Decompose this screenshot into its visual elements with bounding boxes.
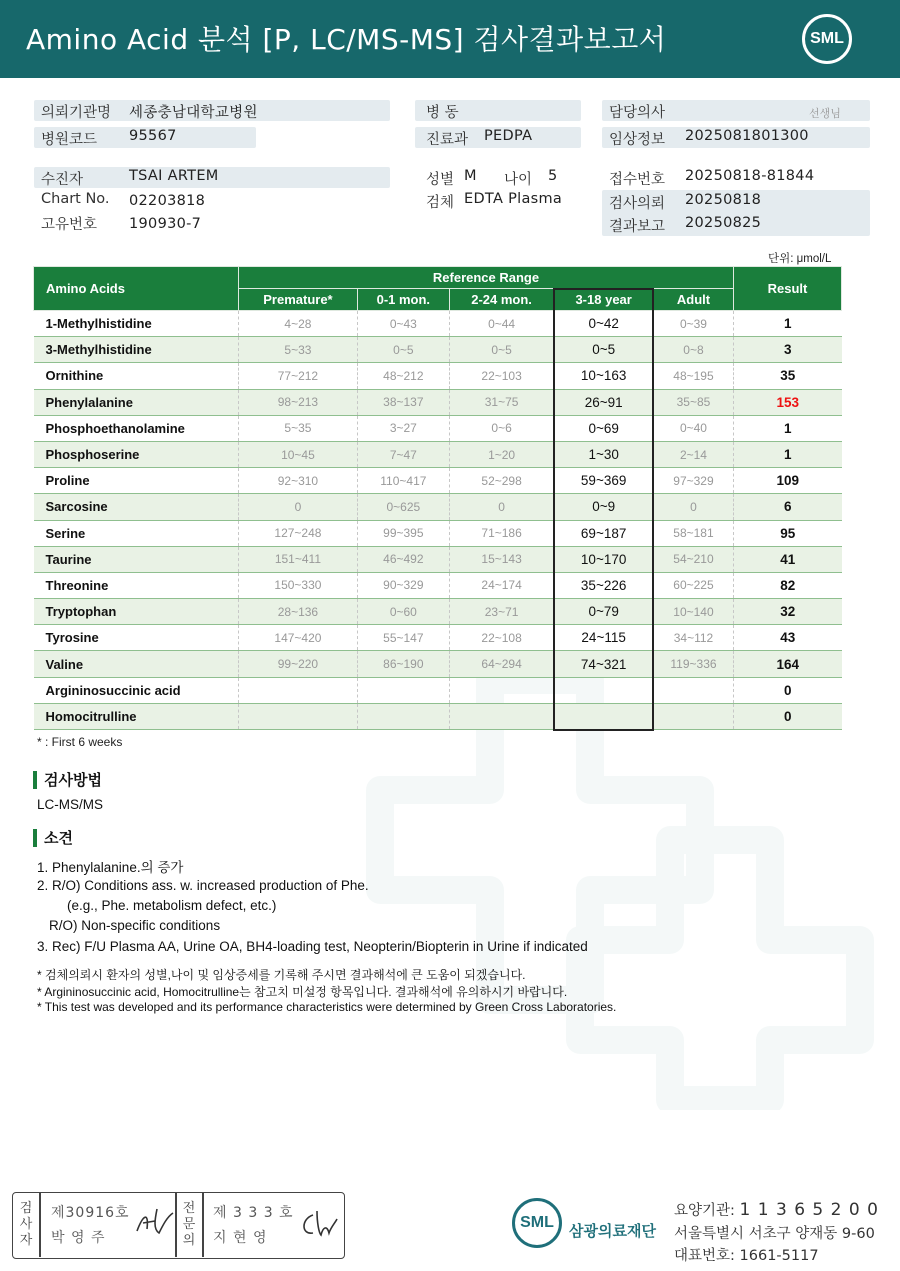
reference-range-cell: 22~108: [449, 625, 554, 651]
department-value: PEDPA: [484, 128, 533, 144]
amino-acid-name: Phosphoethanolamine: [34, 415, 239, 441]
reference-range-cell: 35~85: [653, 389, 734, 415]
amino-acid-name: Phosphoserine: [34, 441, 239, 467]
reference-range-cell: 1~20: [449, 441, 554, 467]
table-row: [34, 494, 842, 520]
table-row: [34, 311, 842, 337]
note-line: * 검체의뢰시 환자의 성별,나이 및 임상증세를 기록해 주시면 결과해석에 큰 도움이 되겠습니다.: [37, 968, 526, 982]
table-row: [34, 363, 842, 389]
reference-range-cell: [653, 677, 734, 703]
table-row: [34, 337, 842, 363]
col-ref-age-group: 2-24 mon.: [449, 289, 554, 311]
chart-label: Chart No.: [41, 191, 110, 207]
tester-signature-icon: [133, 1205, 178, 1241]
reference-range-cell: 48~212: [357, 363, 449, 389]
finding-line: 2. R/O) Conditions ass. w. increased production of Phe.: [37, 878, 369, 893]
reference-range-cell: [239, 703, 358, 729]
reference-range-cell: 92~310: [239, 468, 358, 494]
reference-range-cell: 127~248: [239, 520, 358, 546]
doctor-suffix: 선생님: [809, 107, 841, 120]
col-ref-age-group: 0-1 mon.: [357, 289, 449, 311]
reference-range-cell: 69~187: [554, 520, 653, 546]
reference-range-cell: 86~190: [357, 651, 449, 677]
reference-range-cell: 46~492: [357, 546, 449, 572]
tester-number: 제30916호: [51, 1205, 130, 1221]
table-row: [34, 677, 842, 703]
amino-acid-name: Phenylalanine: [34, 389, 239, 415]
reference-range-cell: 0~9: [554, 494, 653, 520]
patient-value: TSAI ARTEM: [129, 168, 219, 184]
age-label: 나이: [504, 172, 533, 188]
reference-range-cell: [449, 703, 554, 729]
table-row: [34, 468, 842, 494]
reference-range-cell: [449, 677, 554, 703]
reference-range-cell: 7~47: [357, 441, 449, 467]
result-value: 1: [734, 311, 842, 337]
reference-range-cell: 99~220: [239, 651, 358, 677]
reference-range-cell: 0~8: [653, 337, 734, 363]
reference-range-cell: 58~181: [653, 520, 734, 546]
reference-range-cell: 2~14: [653, 441, 734, 467]
findings-title: 소견: [33, 829, 73, 847]
table-row: [34, 546, 842, 572]
reference-range-cell: [653, 703, 734, 729]
reference-range-cell: 0~5: [449, 337, 554, 363]
table-row: [34, 572, 842, 598]
reference-range-cell: 74~321: [554, 651, 653, 677]
reference-range-cell: 147~420: [239, 625, 358, 651]
amino-acid-name: Taurine: [34, 546, 239, 572]
col-ref-age-group: 3-18 year: [554, 289, 653, 311]
reference-range-cell: 99~395: [357, 520, 449, 546]
request-label: 검사의뢰: [609, 196, 666, 212]
reference-range-cell: [357, 703, 449, 729]
hospital-code-label: 병원코드: [41, 132, 98, 148]
reference-range-cell: 77~212: [239, 363, 358, 389]
age-value: 5: [548, 168, 558, 184]
amino-acid-table: [33, 266, 842, 731]
method-text: LC-MS/MS: [37, 797, 104, 812]
specialist-name: 지 현 영: [213, 1230, 268, 1246]
department-label: 진료과: [426, 132, 469, 148]
reference-range-cell: 0~69: [554, 415, 653, 441]
unique-label: 고유번호: [41, 217, 98, 233]
reference-range-cell: 151~411: [239, 546, 358, 572]
specialist-number: 제 3 3 3 호: [213, 1205, 294, 1221]
amino-acid-name: Serine: [34, 520, 239, 546]
reference-range-cell: 10~45: [239, 441, 358, 467]
patient-label: 수진자: [41, 172, 84, 188]
result-value: 109: [734, 468, 842, 494]
hospital-code-value: 95567: [129, 128, 177, 144]
request-value: 20250818: [685, 192, 762, 208]
reference-range-cell: 10~170: [554, 546, 653, 572]
result-value: 1: [734, 441, 842, 467]
result-value: 32: [734, 599, 842, 625]
result-value: 35: [734, 363, 842, 389]
result-value: 0: [734, 677, 842, 703]
reference-range-cell: 24~115: [554, 625, 653, 651]
reference-range-cell: 10~140: [653, 599, 734, 625]
reference-range-cell: 98~213: [239, 389, 358, 415]
amino-acid-name: Proline: [34, 468, 239, 494]
specialist-signature-icon: [297, 1209, 339, 1243]
chart-value: 02203818: [129, 193, 206, 209]
amino-acid-name: 3-Methylhistidine: [34, 337, 239, 363]
footer-address: 서울특별시 서초구 양재동 9-60: [674, 1226, 875, 1242]
reference-range-cell: 97~329: [653, 468, 734, 494]
report-title: Amino Acid 분석 [P, LC/MS-MS] 검사결과보고서: [26, 23, 667, 56]
reference-range-cell: 55~147: [357, 625, 449, 651]
table-row: [34, 389, 842, 415]
finding-line: (e.g., Phe. metabolism defect, etc.): [67, 898, 277, 913]
table-row: [34, 625, 842, 651]
reference-range-cell: 150~330: [239, 572, 358, 598]
reference-range-cell: 119~336: [653, 651, 734, 677]
reference-range-cell: 0: [653, 494, 734, 520]
sml-logo: [802, 14, 852, 64]
result-value: 6: [734, 494, 842, 520]
reference-range-cell: 0~5: [357, 337, 449, 363]
footer-code-value: 1 1 3 6 5 2 0 0: [739, 1200, 879, 1220]
reference-range-cell: 35~226: [554, 572, 653, 598]
reference-range-cell: 0~42: [554, 311, 653, 337]
divider: [202, 1193, 204, 1257]
reference-range-cell: [554, 677, 653, 703]
amino-acid-name: Ornithine: [34, 363, 239, 389]
reference-range-cell: 26~91: [554, 389, 653, 415]
doctor-label: 담당의사: [609, 105, 666, 121]
sex-label: 성별: [426, 172, 455, 188]
reference-range-cell: 64~294: [449, 651, 554, 677]
finding-line: 1. Phenylalanine.의 증가: [37, 860, 184, 875]
reference-range-cell: 0~43: [357, 311, 449, 337]
reference-range-cell: 0~39: [653, 311, 734, 337]
institution-value: 세종충남대학교병원: [129, 105, 258, 121]
footer-org-name: 삼광의료재단: [569, 1222, 656, 1240]
table-row: [34, 520, 842, 546]
reference-range-cell: 3~27: [357, 415, 449, 441]
reference-range-cell: 31~75: [449, 389, 554, 415]
tester-name: 박 영 주: [51, 1230, 106, 1246]
reference-range-cell: 23~71: [449, 599, 554, 625]
amino-acid-name: 1-Methylhistidine: [34, 311, 239, 337]
amino-acid-name: Threonine: [34, 572, 239, 598]
reference-range-cell: 1~30: [554, 441, 653, 467]
reference-range-cell: 59~369: [554, 468, 653, 494]
reference-range-cell: 54~210: [653, 546, 734, 572]
reference-range-cell: 90~329: [357, 572, 449, 598]
report-label: 결과보고: [609, 219, 666, 235]
footer-code-label: 요양기관:: [674, 1203, 735, 1219]
amino-acid-name: Tryptophan: [34, 599, 239, 625]
reference-range-cell: 52~298: [449, 468, 554, 494]
table-row: [34, 441, 842, 467]
receipt-value: 20250818-81844: [685, 168, 815, 184]
reference-range-cell: 0~40: [653, 415, 734, 441]
amino-acid-name: Homocitrulline: [34, 703, 239, 729]
table-row: [34, 599, 842, 625]
reference-range-cell: 0~6: [449, 415, 554, 441]
result-value: 164: [734, 651, 842, 677]
footer-logo-text: SML: [520, 1214, 554, 1231]
reference-range-cell: 110~417: [357, 468, 449, 494]
table-footnote: * : First 6 weeks: [37, 735, 123, 749]
result-value: 43: [734, 625, 842, 651]
reference-range-cell: 0~60: [357, 599, 449, 625]
unit-label: 단위: μmol/L: [768, 253, 832, 265]
result-value: 153: [734, 389, 842, 415]
finding-line: 3. Rec) F/U Plasma AA, Urine OA, BH4-loading test, Neopterin/Biopterin in Urine if indicated: [37, 939, 588, 954]
ward-label: 병 동: [426, 105, 459, 121]
signature-box: [12, 1192, 345, 1259]
tester-label: 검 사 자: [19, 1201, 33, 1248]
amino-acid-name: Valine: [34, 651, 239, 677]
footer-phone-label: 대표번호:: [674, 1248, 735, 1264]
result-value: 0: [734, 703, 842, 729]
result-value: 3: [734, 337, 842, 363]
specimen-value: EDTA Plasma: [464, 191, 563, 207]
col-ref-age-group: Premature*: [239, 289, 358, 311]
result-value: 41: [734, 546, 842, 572]
col-amino-acids: Amino Acids: [34, 267, 239, 311]
method-title: 검사방법: [33, 771, 102, 789]
reference-range-cell: 34~112: [653, 625, 734, 651]
reference-range-cell: 4~28: [239, 311, 358, 337]
reference-range-cell: 0: [449, 494, 554, 520]
reference-range-cell: 5~33: [239, 337, 358, 363]
report-header: [0, 0, 900, 78]
amino-acid-name: Sarcosine: [34, 494, 239, 520]
sml-logo-text: SML: [810, 30, 844, 47]
reference-range-cell: [357, 677, 449, 703]
col-result: Result: [734, 267, 842, 311]
col-ref-age-group: Adult: [653, 289, 734, 311]
reference-range-cell: 22~103: [449, 363, 554, 389]
report-value: 20250825: [685, 215, 762, 231]
reference-range-cell: 10~163: [554, 363, 653, 389]
specimen-label: 검체: [426, 195, 455, 211]
result-value: 82: [734, 572, 842, 598]
table-row: [34, 651, 842, 677]
reference-range-cell: 24~174: [449, 572, 554, 598]
reference-range-cell: 0~5: [554, 337, 653, 363]
result-value: 1: [734, 415, 842, 441]
sex-value: M: [464, 168, 477, 184]
reference-range-cell: 5~35: [239, 415, 358, 441]
reference-range-cell: [554, 703, 653, 729]
note-line: * This test was developed and its performance characteristics were determined by Green Cross Laboratories.: [37, 1000, 617, 1014]
reference-range-cell: 38~137: [357, 389, 449, 415]
reference-range-cell: 28~136: [239, 599, 358, 625]
unique-value: 190930-7: [129, 216, 202, 232]
reference-range-cell: 15~143: [449, 546, 554, 572]
amino-acid-name: Argininosuccinic acid: [34, 677, 239, 703]
reference-range-cell: 0: [239, 494, 358, 520]
divider: [39, 1193, 41, 1257]
footer-phone-value: 1661-5117: [739, 1248, 819, 1264]
reference-range-cell: 71~186: [449, 520, 554, 546]
note-line: * Argininosuccinic acid, Homocitrulline는 참고치 미설정 항목입니다. 결과해석에 유의하시기 바랍니다.: [37, 985, 568, 999]
reference-range-cell: 60~225: [653, 572, 734, 598]
specialist-label: 전 문 의: [182, 1201, 196, 1248]
reference-range-cell: 0~625: [357, 494, 449, 520]
reference-range-cell: 0~44: [449, 311, 554, 337]
footer-sml-logo: [512, 1198, 562, 1248]
table-row: [34, 415, 842, 441]
finding-line: R/O) Non-specific conditions: [49, 918, 221, 933]
footer-code: [674, 1199, 879, 1220]
institution-label: 의뢰기관명: [41, 105, 112, 121]
col-reference-range: Reference Range: [239, 267, 734, 289]
clinical-value: 2025081801300: [685, 128, 809, 144]
footer-phone: [674, 1244, 819, 1265]
clinical-label: 임상정보: [609, 132, 666, 148]
receipt-label: 접수번호: [609, 172, 666, 188]
reference-range-cell: 0~79: [554, 599, 653, 625]
reference-range-cell: 48~195: [653, 363, 734, 389]
result-value: 95: [734, 520, 842, 546]
amino-acid-name: Tyrosine: [34, 625, 239, 651]
table-row: [34, 703, 842, 729]
reference-range-cell: [239, 677, 358, 703]
